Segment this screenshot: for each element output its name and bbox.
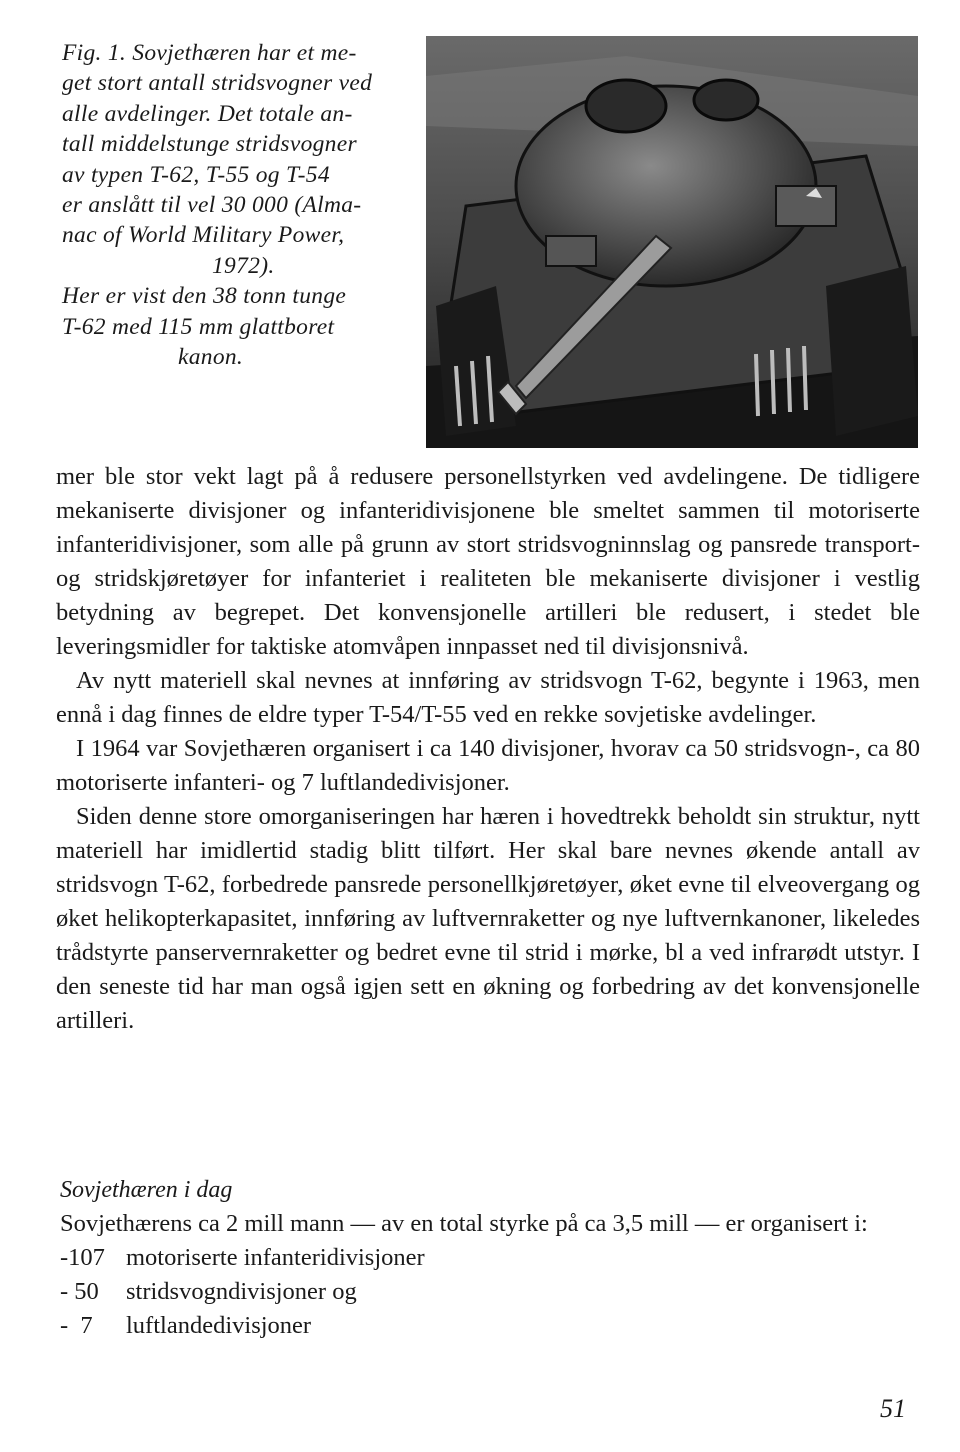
list-item-number: - 50: [60, 1278, 99, 1305]
list-item: [60, 1275, 920, 1309]
caption-line: nac of World Military Power,: [62, 222, 345, 249]
paragraph: Siden denne store omorganiseringen har hæren i hovedtrekk beholdt sin struktur, nytt materiell har imidlertid stadig blitt tilført. Her skal bare nevnes økende antall av stridsvogn T-62, forbedrede pansrede personellkjøretøyer, øket evne til elveovergang og øket helikopterkapasitet, innføring av luftvernraketter og nye luftvernkanoner, likeledes trådstyrte panservernraketter og bedret evne til strid i mørke, bl a ved infrarødt utstyr. I den seneste tid har man også igjen sett en økning og forbedring av det konvensjonelle artilleri.: [56, 803, 920, 1034]
caption-line: get stort antall stridsvogner ved: [62, 70, 373, 97]
section-heading: Sovjethæren i dag: [60, 1177, 233, 1203]
caption-line: alle avdelinger. Det totale an-: [62, 100, 353, 127]
body-text: [56, 460, 920, 1038]
list-item-text: stridsvogndivisjoner og: [126, 1278, 357, 1305]
list-item: [60, 1309, 920, 1343]
caption-line: Fig. 1. Sovjethæren har et me-: [62, 40, 357, 66]
list-item-text: luftlandedivisjoner: [126, 1312, 312, 1339]
division-list: [60, 1241, 920, 1343]
caption-line: er anslått til vel 30 000 (Alma-: [62, 192, 362, 219]
caption-line: av typen T-62, T-55 og T-54: [62, 161, 330, 188]
caption-line: tall middelstunge stridsvogner: [62, 131, 357, 158]
paragraph: I 1964 var Sovjethæren organisert i ca 140 divisjoner, hvorav ca 50 stridsvogn-, ca 80 motoriserte infanteri- og 7 luftlandedivisjoner.: [56, 735, 920, 796]
list-item: [60, 1241, 920, 1275]
section-body: [60, 1207, 920, 1343]
page-number: 51: [880, 1394, 906, 1423]
paragraph: Av nytt materiell skal nevnes at innføring av stridsvogn T-62, begynte i 1963, men ennå i dag finnes de eldre typer T-54/T-55 ved en rekke sovjetiske avdelinger.: [56, 667, 920, 728]
caption-line: kanon.: [178, 344, 244, 371]
tank-photo: [426, 36, 918, 448]
tank-image: [426, 36, 918, 448]
caption-line: T-62 med 115 mm glattboret: [62, 313, 335, 340]
caption-line: Her er vist den 38 tonn tunge: [62, 283, 347, 310]
caption-line: 1972).: [212, 252, 275, 279]
list-item-number: -107: [60, 1244, 105, 1271]
section-intro: Sovjethærens ca 2 mill mann — av en total styrke på ca 3,5 mill — er organisert i:: [60, 1210, 868, 1237]
paragraph: mer ble stor vekt lagt på å redusere personellstyrken ved avdelingene. De tidligere mekaniserte divisjoner og infanteridivisjonene ble smeltet sammen til motoriserte infanteridivisjoner, som alle på grunn av stort stridsvogninnslag og pansrede transport- og stridskjøretøyer for infanteriet i realiteten ble mekaniserte divisjoner i vestlig betydning av begrepet. Det konvensjonelle artilleri ble redusert, i stedet ble leveringsmidler for taktiske atomvåpen innpasset ned til divisjonsnivå.: [56, 463, 920, 660]
figure-caption: [62, 38, 402, 372]
list-item-text: motoriserte infanteridivisjoner: [126, 1244, 425, 1271]
list-item-number: - 7: [60, 1312, 93, 1339]
